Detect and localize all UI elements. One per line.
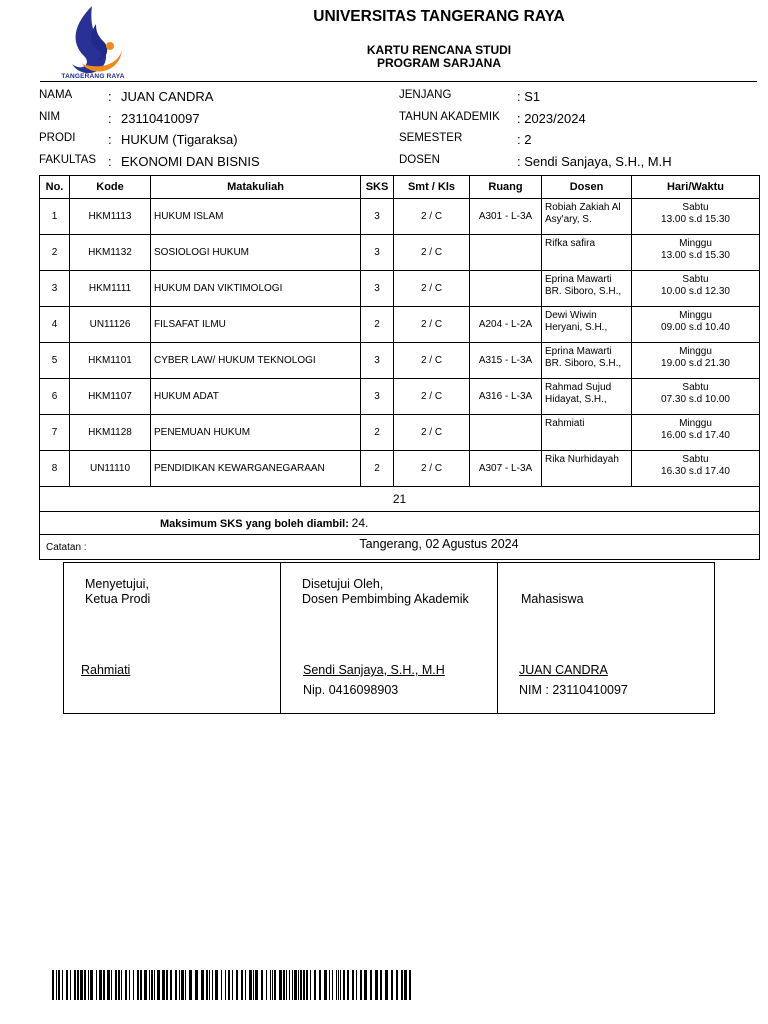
barcode-bar [324, 970, 327, 1000]
cell-dosen [542, 199, 632, 235]
sig1-line2: Ketua Prodi [85, 592, 151, 606]
cell-kode: HKM1101 [70, 343, 151, 379]
barcode-bar [314, 970, 316, 1000]
fakultas-value: EKONOMI DAN BISNIS [121, 154, 260, 169]
hari: Minggu [679, 346, 712, 357]
max-sks-cell [40, 512, 760, 535]
cell-sks: 2 [361, 307, 394, 343]
tahun-label: TAHUN AKADEMIK [399, 111, 500, 123]
barcode-bar [332, 970, 333, 1000]
cell-ruang: A307 - L-3A [470, 451, 542, 487]
cell-hari [632, 343, 760, 379]
barcode-bar [189, 970, 192, 1000]
sig2-name: Sendi Sanjaya, S.H., M.H [303, 663, 445, 677]
cell-smt: 2 / C [394, 343, 470, 379]
table-row [40, 235, 760, 271]
waktu: 07.30 s.d 10.00 [661, 393, 730, 405]
fakultas-label: FAKULTAS [39, 154, 97, 166]
barcode-bar [74, 970, 76, 1000]
barcode-bar [401, 970, 403, 1000]
barcode-bar [111, 970, 112, 1000]
dosen-value: : Sendi Sanjaya, S.H., M.H [517, 154, 672, 169]
cell-ruang: A316 - L-3A [470, 379, 542, 415]
cell-no: 6 [40, 379, 70, 415]
dosen-line: Robiah Zakiah Al [545, 202, 621, 213]
barcode-bar [154, 970, 155, 1000]
cell-sks: 3 [361, 271, 394, 307]
cell-no: 5 [40, 343, 70, 379]
hari: Sabtu [682, 274, 709, 285]
cell-matakuliah: HUKUM ISLAM [151, 199, 361, 235]
barcode-bar [151, 970, 153, 1000]
jenjang-label: JENJANG [399, 89, 452, 101]
university-logo [52, 2, 142, 82]
dosen-line: Rifka safira [545, 238, 596, 249]
barcode-bar [181, 970, 184, 1000]
barcode-bar [99, 970, 102, 1000]
signature-divider [497, 562, 498, 714]
barcode-bar [396, 970, 398, 1000]
barcode-bar [266, 970, 267, 1000]
table-row [40, 199, 760, 235]
cell-kode: UN11126 [70, 307, 151, 343]
barcode-bar [385, 970, 388, 1000]
sig3-nim: NIM : 23110410097 [519, 683, 628, 697]
cell-kode: HKM1111 [70, 271, 151, 307]
cell-matakuliah: HUKUM ADAT [151, 379, 361, 415]
barcode-bar [129, 970, 130, 1000]
barcode-bar [261, 970, 263, 1000]
barcode-bar [298, 970, 299, 1000]
signature-date: Tangerang, 02 Agustus 2024 [359, 537, 519, 551]
cell-hari [632, 307, 760, 343]
barcode-bar [185, 970, 186, 1000]
cell-dosen [542, 271, 632, 307]
sig1-name: Rahmiati [81, 663, 131, 677]
dosen-line: Rahmiati [545, 418, 585, 429]
barcode-bar [201, 970, 204, 1000]
col-smt: Smt / Kls [394, 176, 470, 199]
col-matakuliah: Matakuliah [151, 176, 361, 199]
max-sks-label: Maksimum SKS yang boleh diambil: [160, 518, 349, 530]
dosen-line: Asy'ary, S. [545, 213, 592, 225]
signature-divider [280, 562, 281, 714]
sig3-line1: Mahasiswa [521, 592, 584, 606]
barcode-bar [343, 970, 345, 1000]
tahun-value: : 2023/2024 [517, 111, 586, 126]
barcode-bar [121, 970, 122, 1000]
barcode-bar [347, 970, 349, 1000]
table-row [40, 451, 760, 487]
barcode-bar [137, 970, 139, 1000]
hari: Sabtu [682, 382, 709, 393]
barcode-bar [62, 970, 63, 1000]
max-sks-row [40, 512, 760, 535]
prodi-value: HUKUM (Tigaraksa) [121, 132, 238, 147]
dosen-line: Rahmad Sujud [545, 382, 612, 393]
barcode-bar [175, 970, 177, 1000]
cell-matakuliah: PENDIDIKAN KEWARGANEGARAAN [151, 451, 361, 487]
barcode-bar [303, 970, 305, 1000]
dosen-line: Dewi Wiwin [545, 310, 597, 321]
barcode-bar [294, 970, 297, 1000]
barcode-bar [90, 970, 93, 1000]
barcode-bar [340, 970, 341, 1000]
dosen-line: Eprina Mawarti [545, 274, 612, 285]
cell-ruang: A204 - L-2A [470, 307, 542, 343]
barcode-bar [352, 970, 354, 1000]
cell-dosen [542, 415, 632, 451]
cell-hari [632, 199, 760, 235]
hari: Sabtu [682, 202, 709, 213]
barcode-bar [212, 970, 213, 1000]
barcode-bar [96, 970, 97, 1000]
barcode-bar [107, 970, 110, 1000]
barcode-bar [215, 970, 218, 1000]
cell-ruang [470, 271, 542, 307]
barcode-bar [360, 970, 362, 1000]
barcode-bar [370, 970, 372, 1000]
table-row [40, 415, 760, 451]
barcode-bar [66, 970, 68, 1000]
barcode-bar [356, 970, 357, 1000]
header-divider [40, 81, 757, 82]
waktu: 19.00 s.d 21.30 [661, 357, 730, 369]
total-row [40, 487, 760, 512]
barcode-bar [149, 970, 150, 1000]
barcode-bar [329, 970, 330, 1000]
max-sks-value: 24. [351, 516, 369, 530]
course-table [39, 175, 760, 560]
col-ruang: Ruang [470, 176, 542, 199]
barcode-bar [279, 970, 282, 1000]
col-sks: SKS [361, 176, 394, 199]
sig2-nip: Nip. 0416098903 [303, 683, 399, 697]
cell-no: 4 [40, 307, 70, 343]
cell-hari [632, 415, 760, 451]
cell-matakuliah: HUKUM DAN VIKTIMOLOGI [151, 271, 361, 307]
dosen-label: DOSEN [399, 154, 440, 166]
barcode-bar [52, 970, 54, 1000]
waktu: 09.00 s.d 10.40 [661, 321, 730, 333]
dosen-line: Hidayat, S.H., [545, 393, 607, 405]
barcode-bar [70, 970, 71, 1000]
barcode-bar [225, 970, 226, 1000]
barcode-bar [270, 970, 271, 1000]
nama-value: JUAN CANDRA [121, 89, 214, 104]
barcode-bar [157, 970, 160, 1000]
cell-sks: 3 [361, 343, 394, 379]
dosen-line: Heryani, S.H., [545, 321, 608, 333]
dosen-line: BR. Siboro, S.H., [545, 357, 622, 369]
barcode-bar [283, 970, 285, 1000]
cell-dosen [542, 343, 632, 379]
cell-dosen [542, 235, 632, 271]
cell-no: 3 [40, 271, 70, 307]
cell-hari [632, 235, 760, 271]
cell-hari [632, 451, 760, 487]
cell-matakuliah: PENEMUAN HUKUM [151, 415, 361, 451]
barcode-bar [286, 970, 287, 1000]
barcode-bar [338, 970, 339, 1000]
barcode-bar [380, 970, 382, 1000]
cell-kode: UN11110 [70, 451, 151, 487]
barcode-bar [272, 970, 273, 1000]
barcode-bar [245, 970, 246, 1000]
dosen-line: Eprina Mawarti [545, 346, 612, 357]
barcode-bar [255, 970, 258, 1000]
col-kode: Kode [70, 176, 151, 199]
barcode-bar [133, 970, 134, 1000]
col-no: No. [40, 176, 70, 199]
cell-smt: 2 / C [394, 451, 470, 487]
cell-dosen [542, 451, 632, 487]
cell-hari [632, 271, 760, 307]
waktu: 16.30 s.d 17.40 [661, 465, 730, 477]
barcode-bar [310, 970, 311, 1000]
cell-no: 1 [40, 199, 70, 235]
document-title: KARTU RENCANA STUDI [366, 43, 512, 57]
cell-kode: HKM1132 [70, 235, 151, 271]
cell-matakuliah: CYBER LAW/ HUKUM TEKNOLOGI [151, 343, 361, 379]
cell-no: 7 [40, 415, 70, 451]
barcode-bar [206, 970, 208, 1000]
hari: Minggu [679, 310, 712, 321]
cell-ruang [470, 235, 542, 271]
barcode-bar [319, 970, 321, 1000]
cell-ruang: A315 - L-3A [470, 343, 542, 379]
nim-label: NIM [39, 111, 61, 123]
barcode-bar [221, 970, 222, 1000]
cell-smt: 2 / C [394, 379, 470, 415]
barcode-bar [179, 970, 180, 1000]
cell-ruang: A301 - L-3A [470, 199, 542, 235]
table-header-row [40, 176, 760, 199]
cell-no: 8 [40, 451, 70, 487]
waktu: 10.00 s.d 12.30 [661, 285, 730, 297]
nim-value: 23110410097 [121, 111, 200, 126]
semester-value: : 2 [517, 132, 532, 147]
barcode-bar [77, 970, 79, 1000]
cell-no: 2 [40, 235, 70, 271]
semester-label: SEMESTER [399, 132, 463, 144]
col-hari: Hari/Waktu [632, 176, 760, 199]
barcode-bar [125, 970, 127, 1000]
barcode-bar [241, 970, 243, 1000]
table-row [40, 379, 760, 415]
barcode-bar [140, 970, 142, 1000]
cell-smt: 2 / C [394, 307, 470, 343]
hari: Sabtu [682, 454, 709, 465]
barcode-bar [80, 970, 83, 1000]
hari: Minggu [679, 238, 712, 249]
barcode-bar [336, 970, 337, 1000]
sig2-line2: Dosen Pembimbing Akademik [302, 592, 469, 606]
barcode [52, 970, 414, 1000]
colon: : [108, 89, 112, 104]
barcode-bar [144, 970, 147, 1000]
sig1-line1: Menyetujui, [85, 577, 149, 591]
cell-sks: 3 [361, 235, 394, 271]
barcode-bar [118, 970, 120, 1000]
barcode-bar [166, 970, 168, 1000]
cell-matakuliah: SOSIOLOGI HUKUM [151, 235, 361, 271]
cell-sks: 2 [361, 451, 394, 487]
cell-smt: 2 / C [394, 199, 470, 235]
barcode-bar [103, 970, 105, 1000]
barcode-bar [162, 970, 165, 1000]
barcode-bar [232, 970, 233, 1000]
cell-sks: 3 [361, 379, 394, 415]
barcode-bar [375, 970, 378, 1000]
barcode-bar [364, 970, 367, 1000]
barcode-bar [115, 970, 117, 1000]
cell-dosen [542, 307, 632, 343]
colon: : [108, 111, 112, 126]
dosen-line: Rika Nurhidayah [545, 454, 619, 465]
barcode-bar [409, 970, 411, 1000]
university-name: UNIVERSITAS TANGERANG RAYA [313, 8, 565, 25]
dosen-line: BR. Siboro, S.H., [545, 285, 622, 297]
col-dosen: Dosen [542, 176, 632, 199]
logo-text: TANGERANG RAYA [61, 73, 125, 80]
cell-sks: 2 [361, 415, 394, 451]
colon: : [108, 154, 112, 169]
barcode-bar [249, 970, 252, 1000]
cell-smt: 2 / C [394, 271, 470, 307]
barcode-bar [228, 970, 230, 1000]
barcode-bar [209, 970, 210, 1000]
barcode-bar [300, 970, 302, 1000]
cell-matakuliah: FILSAFAT ILMU [151, 307, 361, 343]
waktu: 13.00 s.d 15.30 [661, 213, 730, 225]
cell-smt: 2 / C [394, 235, 470, 271]
jenjang-value: : S1 [517, 89, 541, 104]
barcode-bar [56, 970, 57, 1000]
cell-hari [632, 379, 760, 415]
barcode-bar [289, 970, 290, 1000]
sig3-name: JUAN CANDRA [519, 663, 608, 677]
document-subtitle: PROGRAM SARJANA [376, 56, 501, 70]
cell-kode: HKM1113 [70, 199, 151, 235]
prodi-label: PRODI [39, 132, 76, 144]
sig2-line1: Disetujui Oleh, [302, 577, 384, 591]
colon: : [108, 132, 112, 147]
cell-smt: 2 / C [394, 415, 470, 451]
cell-sks: 3 [361, 199, 394, 235]
table-row [40, 271, 760, 307]
total-sks: 21 [40, 487, 760, 512]
table-row [40, 307, 760, 343]
barcode-bar [391, 970, 393, 1000]
barcode-bar [274, 970, 276, 1000]
barcode-bar [195, 970, 198, 1000]
table-row [40, 343, 760, 379]
waktu: 16.00 s.d 17.40 [661, 429, 730, 441]
barcode-bar [88, 970, 89, 1000]
barcode-bar [58, 970, 60, 1000]
barcode-bar [292, 970, 293, 1000]
barcode-bar [170, 970, 172, 1000]
waktu: 13.00 s.d 15.30 [661, 249, 730, 261]
catatan-label: Catatan : [40, 535, 760, 560]
hari: Minggu [679, 418, 712, 429]
barcode-bar [236, 970, 238, 1000]
cell-kode: HKM1107 [70, 379, 151, 415]
cell-ruang [470, 415, 542, 451]
cell-kode: HKM1128 [70, 415, 151, 451]
cell-dosen [542, 379, 632, 415]
nama-label: NAMA [39, 89, 73, 101]
barcode-bar [253, 970, 254, 1000]
barcode-bar [306, 970, 308, 1000]
barcode-bar [404, 970, 407, 1000]
barcode-bar [84, 970, 86, 1000]
